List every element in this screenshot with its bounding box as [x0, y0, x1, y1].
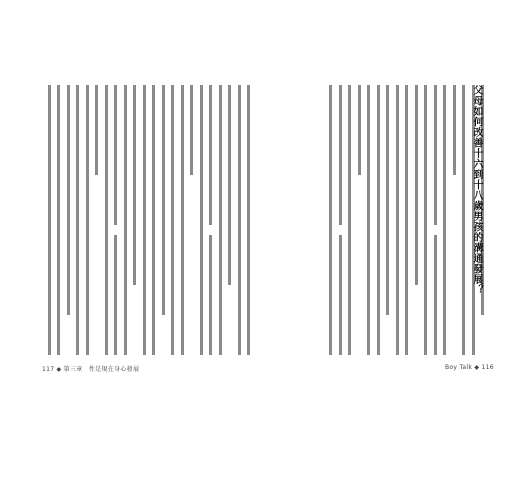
text-column — [143, 85, 146, 355]
text-column — [152, 85, 155, 355]
text-column — [228, 85, 231, 355]
right-page-footer: Boy Talk ◆ 116 — [445, 364, 494, 371]
text-column — [86, 85, 89, 355]
text-column — [396, 85, 399, 355]
text-column — [133, 85, 136, 355]
text-column — [114, 85, 117, 355]
text-column — [162, 85, 165, 355]
text-column — [329, 85, 332, 355]
text-column — [238, 85, 241, 355]
text-column — [105, 85, 108, 355]
text-column — [76, 85, 79, 355]
text-column — [339, 85, 342, 355]
text-column — [424, 85, 427, 355]
text-column — [377, 85, 380, 355]
right-page — [274, 85, 487, 355]
section-heading: 父母如何改善十六到十八歲男孩的溝通發展？ — [471, 85, 482, 295]
text-column — [124, 85, 127, 355]
text-column — [57, 85, 60, 355]
text-column — [247, 85, 250, 355]
text-column — [415, 85, 418, 355]
text-column — [181, 85, 184, 355]
text-column — [462, 85, 465, 355]
left-page — [40, 85, 253, 355]
text-column — [453, 85, 456, 355]
text-column — [209, 85, 212, 355]
text-column — [219, 85, 222, 355]
text-column — [348, 85, 351, 355]
text-column — [358, 85, 361, 355]
text-column — [386, 85, 389, 355]
left-page-footer: 117 ◆ 第三章 性是現在身心發展 — [42, 366, 140, 373]
text-column — [405, 85, 408, 355]
text-column — [67, 85, 70, 355]
text-column — [190, 85, 193, 355]
text-column — [367, 85, 370, 355]
text-column — [443, 85, 446, 355]
text-column — [48, 85, 51, 355]
text-column — [171, 85, 174, 355]
text-column — [200, 85, 203, 355]
text-column — [434, 85, 437, 355]
text-column — [95, 85, 98, 355]
